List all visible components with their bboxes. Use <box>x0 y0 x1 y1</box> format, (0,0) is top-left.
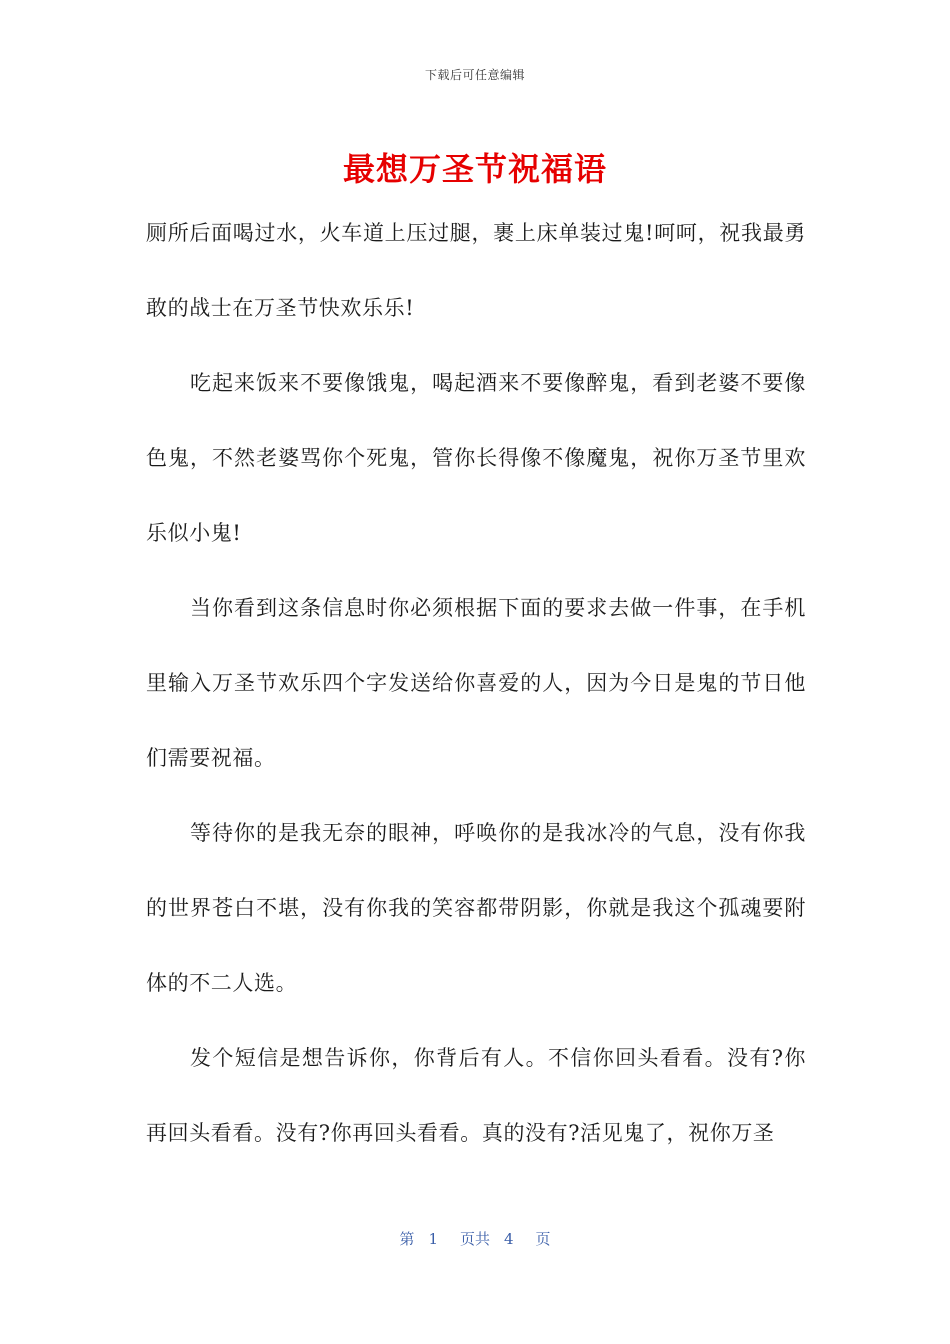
paragraph: 吃起来饭来不要像饿鬼，喝起酒来不要像醉鬼，看到老婆不要像色鬼，不然老婆骂你个死鬼，管你长得像不像魔鬼，祝你万圣节里欢乐似小鬼! <box>146 371 806 545</box>
page-footer <box>0 1228 950 1249</box>
header-note: 下载后可任意编辑 <box>424 68 525 82</box>
footer-label-end: 页 <box>535 1230 551 1248</box>
paragraph: 发个短信是想告诉你，你背后有人。不信你回头看看。没有?你再回头看看。没有?你再回头看看。真的没有?活见鬼了，祝你万圣 <box>146 1046 806 1145</box>
document-title: 最想万圣节祝福语 <box>342 150 607 188</box>
paragraph: 当你看到这条信息时你必须根据下面的要求去做一件事，在手机里输入万圣节欢乐四个字发送给你喜爱的人，因为今日是鬼的节日他们需要祝福。 <box>146 596 806 770</box>
current-page-number: 1 <box>428 1230 438 1248</box>
footer-label-page: 第 <box>399 1230 415 1248</box>
paragraph: 厕所后面喝过水，火车道上压过腿，裹上床单装过鬼!呵呵，祝我最勇敢的战士在万圣节快欢乐乐! <box>146 221 806 320</box>
total-pages-number: 4 <box>504 1230 514 1248</box>
footer-label-of: 页共 <box>459 1230 490 1248</box>
document-body <box>146 196 806 1171</box>
paragraph: 等待你的是我无奈的眼神，呼唤你的是我冰冷的气息，没有你我的世界苍白不堪，没有你我的笑容都带阴影，你就是我这个孤魂要附体的不二人选。 <box>146 821 806 995</box>
